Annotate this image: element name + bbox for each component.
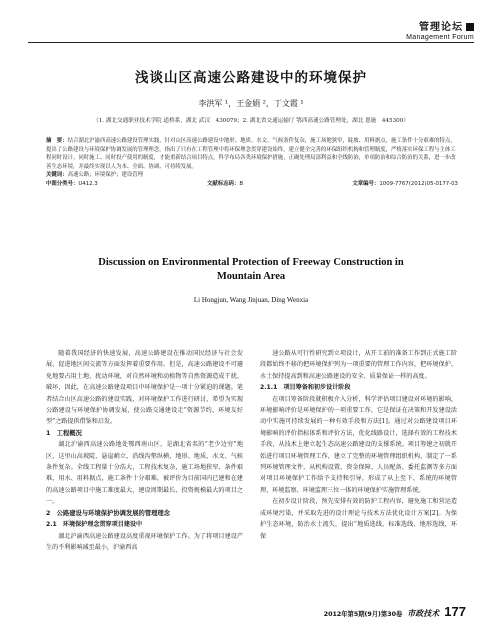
title-en-line1: Discussion on Environmental Protection of Freeway Construction in	[98, 257, 404, 268]
paragraph: 在初步设计阶段，预先安排有效的防护工程内容，避免施工和营运造成环境污染，并采取先进的设计理论与技术方法优化设计方案[2]。为保护生态环境，防治水土流失，提出“地质选线、标准选线、地形选线、环保	[260, 498, 457, 540]
subsection-heading: 2.1.1 项目筹备和初步设计阶段	[260, 384, 351, 392]
keywords	[46, 171, 458, 180]
article-title-cn: 浅谈山区高速公路建设中的环境保护	[135, 70, 367, 86]
section-heading: 1 工程概况	[46, 429, 82, 437]
article-number: 文章编号：1009-7767(2012)05-0177-03	[352, 180, 458, 187]
section-heading: 2 公路建设与环境保护协调发展的管理理念	[46, 509, 171, 517]
paragraph: 湖北沪渝西高速公路建设高度重视环境保护工作。为了将项目建设产生的不利影响减至最小，沪渝西高	[46, 532, 243, 551]
clc-number: 中图分类号：U412.3	[46, 180, 98, 187]
body-column-right	[260, 348, 457, 542]
body-column-left	[46, 348, 243, 553]
header-rule	[28, 42, 474, 43]
abstract-text: 结合湖北沪渝西高速公路建设管理实践，针对山区高速公路建设中地形、地质、水文、气候条件复杂，施工场地狭窄，陡坡、用料据点，施工条件十分艰难的特点，提出了公路建设与环境保护协调发展的管理理念。指出了只有在工程管理中将环保理念贯穿建设始终，建立健全完善的环保组织机构和管理制度，严格落实环保工程与主体工程同时设计、同时施工、同时投产使用的制度，才能重新结合项目特点，科学布局各类环境保护措施，正确处理局部利益和全线防治，单项防治和综合防治的关系，进一步改善生态环境，并最终实现以人为本、全面、协调、可持续发展。	[46, 138, 456, 170]
paragraph: 随着我国经济的快速发展，高速公路建设在推动国民经济与社会发展、促进地区间交流等方面发挥着重要作用。但是，高速公路建设不可避免地要占用土地、扰动环境，对自然环境和动植物等自然资源造成干扰、破坏，因此，在高速公路建设项目中环境保护是一项十分紧迫的课题。笔者结合山区高速公路的建设实践，对环境保护工作进行研讨，希望为实现公路建设与环境保护协调发展，使公路交通建设走“资源节约、环境友好型”之路提供借鉴和启发。	[46, 350, 243, 426]
page-number: 177	[444, 604, 466, 619]
running-header	[406, 18, 474, 41]
authors-cn: 李洪军 ¹，王金娟 ²，丁文霞 ¹	[198, 99, 304, 108]
paragraph: 速公路从可行性研究到立项设计，从开工前的准备工作到正式施工阶段都始终不移的把环境保护列为一项重要的管理工作内容，把环境保护、水土保持提高到和高速公路建设的安全、质量保证一样的高度。	[260, 350, 457, 380]
paragraph: 湖北沪渝西高速公路地处鄂西南山区，是湖北省名的“老少边穷”地区，这里山高坡陡、悬崖峭立、沿线沟壑纵横，地形、地质、水文、气候条件复杂。全线工程量十分浩大，工程技术复杂，施工场地狭窄、条件艰难，用水、用料据点，施工条件十分艰难，被评价为目前国内已建和在建的高速公路项目中施工难度最大，建设周期最长、投资规模最大的项目之一。	[46, 441, 243, 506]
column-name-cn: 管理论坛	[406, 18, 474, 33]
paragraph: 在项目筹备阶段就积极介入分析，科学评估项目建设对环境的影响，环境影响评价是环境保护的一项重要工作，它是保证在决策和开发建设活动中实施可持续发展的一种有效手段和方法[1]。通过对公路建设项目环境影响的评价指标体系和评价方法，优化线路设计，选择有效的工程技术手段，从技术上建立起生态高速公路建设的支撑系统。项目筹建之初就开始进行项目环境管理工作，建立了完整的环境管理组织机构，制定了一系列环境管理文件，从机构设置、资金保障、人员配备、委托监测等多方面对项目环境保护工作给予支持和引导，形成了从上至下、系统的环境管理、环境监察、环境监理三位一体的环境保护实施管理系统。	[260, 395, 457, 494]
subsection-heading: 2.1 环境保护理念贯穿项目建设中	[46, 521, 143, 529]
authors-en: Li Hongjun, Wang Jinjuan, Ding Wenxia	[193, 296, 309, 304]
article-title-en	[0, 256, 502, 284]
document-code: 文献标志码：B	[207, 180, 244, 187]
issue-info: 2012年第5期(9月)第30卷	[323, 611, 403, 618]
journal-name: 市政技术	[407, 608, 440, 618]
abstract-block	[46, 137, 458, 189]
affiliation-cn: （1. 湖北交通职业技术学院 道桥系，湖北 武汉 430079；2. 湖北省交通运输厅 鄂西高速公路管理处，湖北 恩施 445300）	[93, 118, 409, 124]
abstract	[46, 137, 458, 171]
title-en-line2: Mountain Area	[216, 271, 286, 282]
page-footer	[324, 604, 466, 619]
column-name-en: Management Forum	[406, 34, 474, 41]
abstract-label: 摘 要：	[46, 138, 68, 144]
keywords-text: 高速公路；环境保护；建设管理	[67, 172, 144, 179]
keywords-label: 关键词：	[46, 172, 68, 179]
article-meta-row	[46, 180, 458, 189]
header-block-icon	[466, 23, 474, 31]
